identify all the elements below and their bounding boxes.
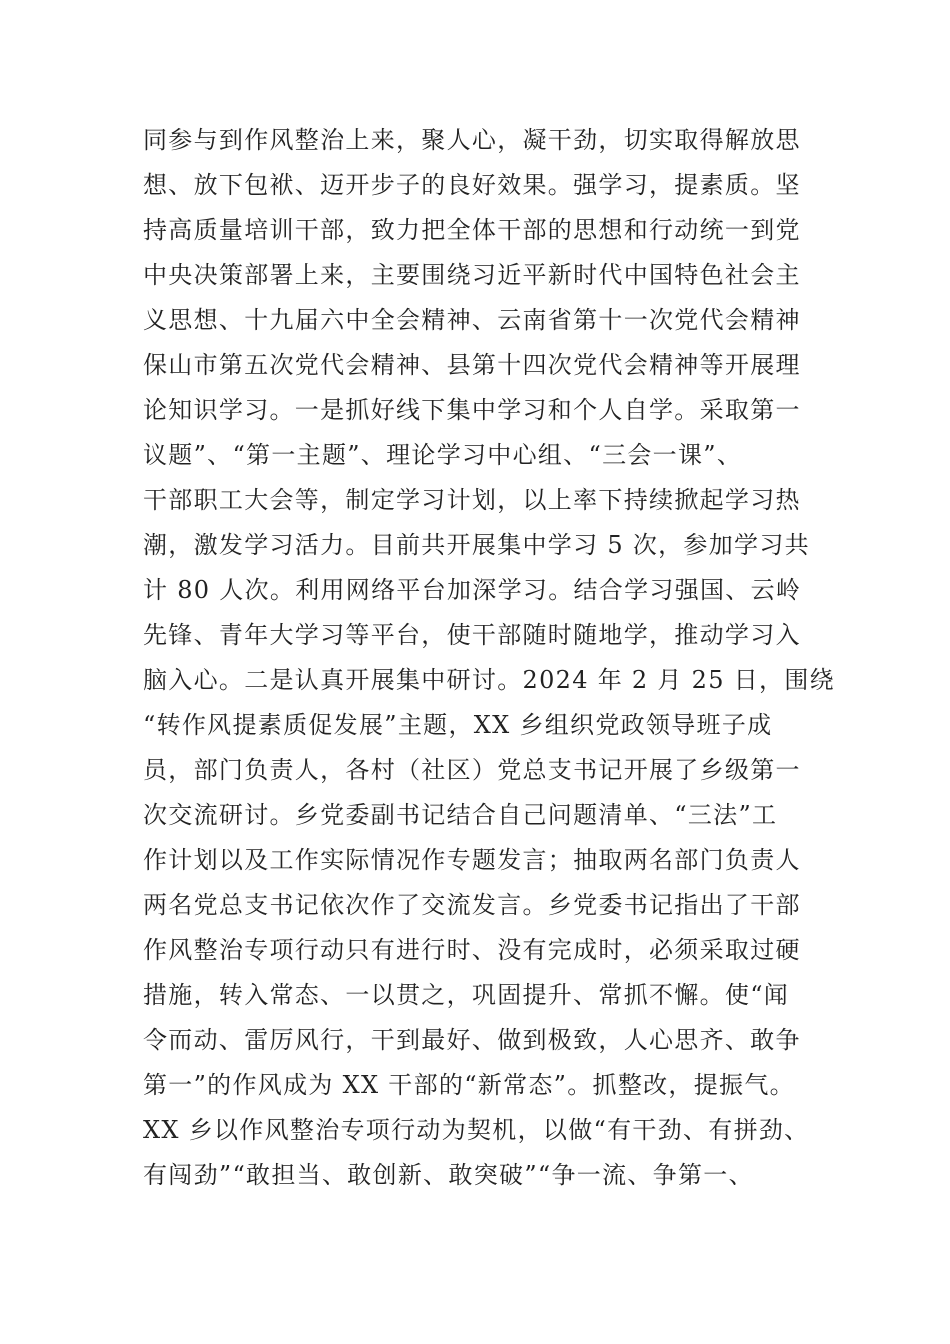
text-line: 令而动、雷厉风行，干到最好、做到极致，人心思齐、敢争 [143,1026,801,1054]
text-line: “转作风提素质促发展”主题，XX 乡组织党政领导班子成 [143,711,773,739]
text-line: 措施，转入常态、一以贯之，巩固提升、常抓不懈。使“闻 [143,981,790,1009]
text-line: 次交流研讨。乡党委副书记结合自己问题清单、“三法”工 [143,801,778,829]
text-line: 想、放下包袱、迈开步子的良好效果。强学习，提素质。坚 [143,171,801,199]
text-line: 有闯劲”“敢担当、敢创新、敢突破”“争一流、争第一、 [143,1161,754,1189]
text-line: 脑入心。二是认真开展集中研讨。2024 年 2 月 25 日，围绕 [143,666,835,694]
text-line: 第一”的作风成为 XX 干部的“新常态”。抓整改，提振气。 [143,1071,795,1099]
text-line: XX 乡以作风整治专项行动为契机，以做“有干劲、有拼劲、 [143,1116,810,1144]
text-line: 员，部门负责人，各村（社区）党总支书记开展了乡级第一 [143,756,801,784]
text-line: 同参与到作风整治上来，聚人心，凝干劲，切实取得解放思 [143,126,801,154]
text-line: 作风整治专项行动只有进行时、没有完成时，必须采取过硬 [143,936,801,964]
text-line: 潮，激发学习活力。目前共开展集中学习 5 次，参加学习共 [143,531,810,559]
text-line: 干部职工大会等，制定学习计划，以上率下持续掀起学习热 [143,486,801,514]
body-text [143,118,833,1198]
text-line: 保山市第五次党代会精神、县第十四次党代会精神等开展理 [143,351,801,379]
text-line: 两名党总支书记依次作了交流发言。乡党委书记指出了干部 [143,891,801,919]
text-line: 作计划以及工作实际情况作专题发言；抽取两名部门负责人 [143,846,801,874]
text-line: 中央决策部署上来，主要围绕习近平新时代中国特色社会主 [143,261,801,289]
text-line: 论知识学习。一是抓好线下集中学习和个人自学。采取第一 [143,396,801,424]
text-line: 持高质量培训干部，致力把全体干部的思想和行动统一到党 [143,216,801,244]
text-line: 义思想、十九届六中全会精神、云南省第十一次党代会精神 [143,306,801,334]
text-line: 议题”、“第一主题”、理论学习中心组、“三会一课”、 [143,441,743,469]
text-line: 先锋、青年大学习等平台，使干部随时随地学，推动学习入 [143,621,801,649]
text-line: 计 80 人次。利用网络平台加深学习。结合学习强国、云岭 [143,576,802,604]
